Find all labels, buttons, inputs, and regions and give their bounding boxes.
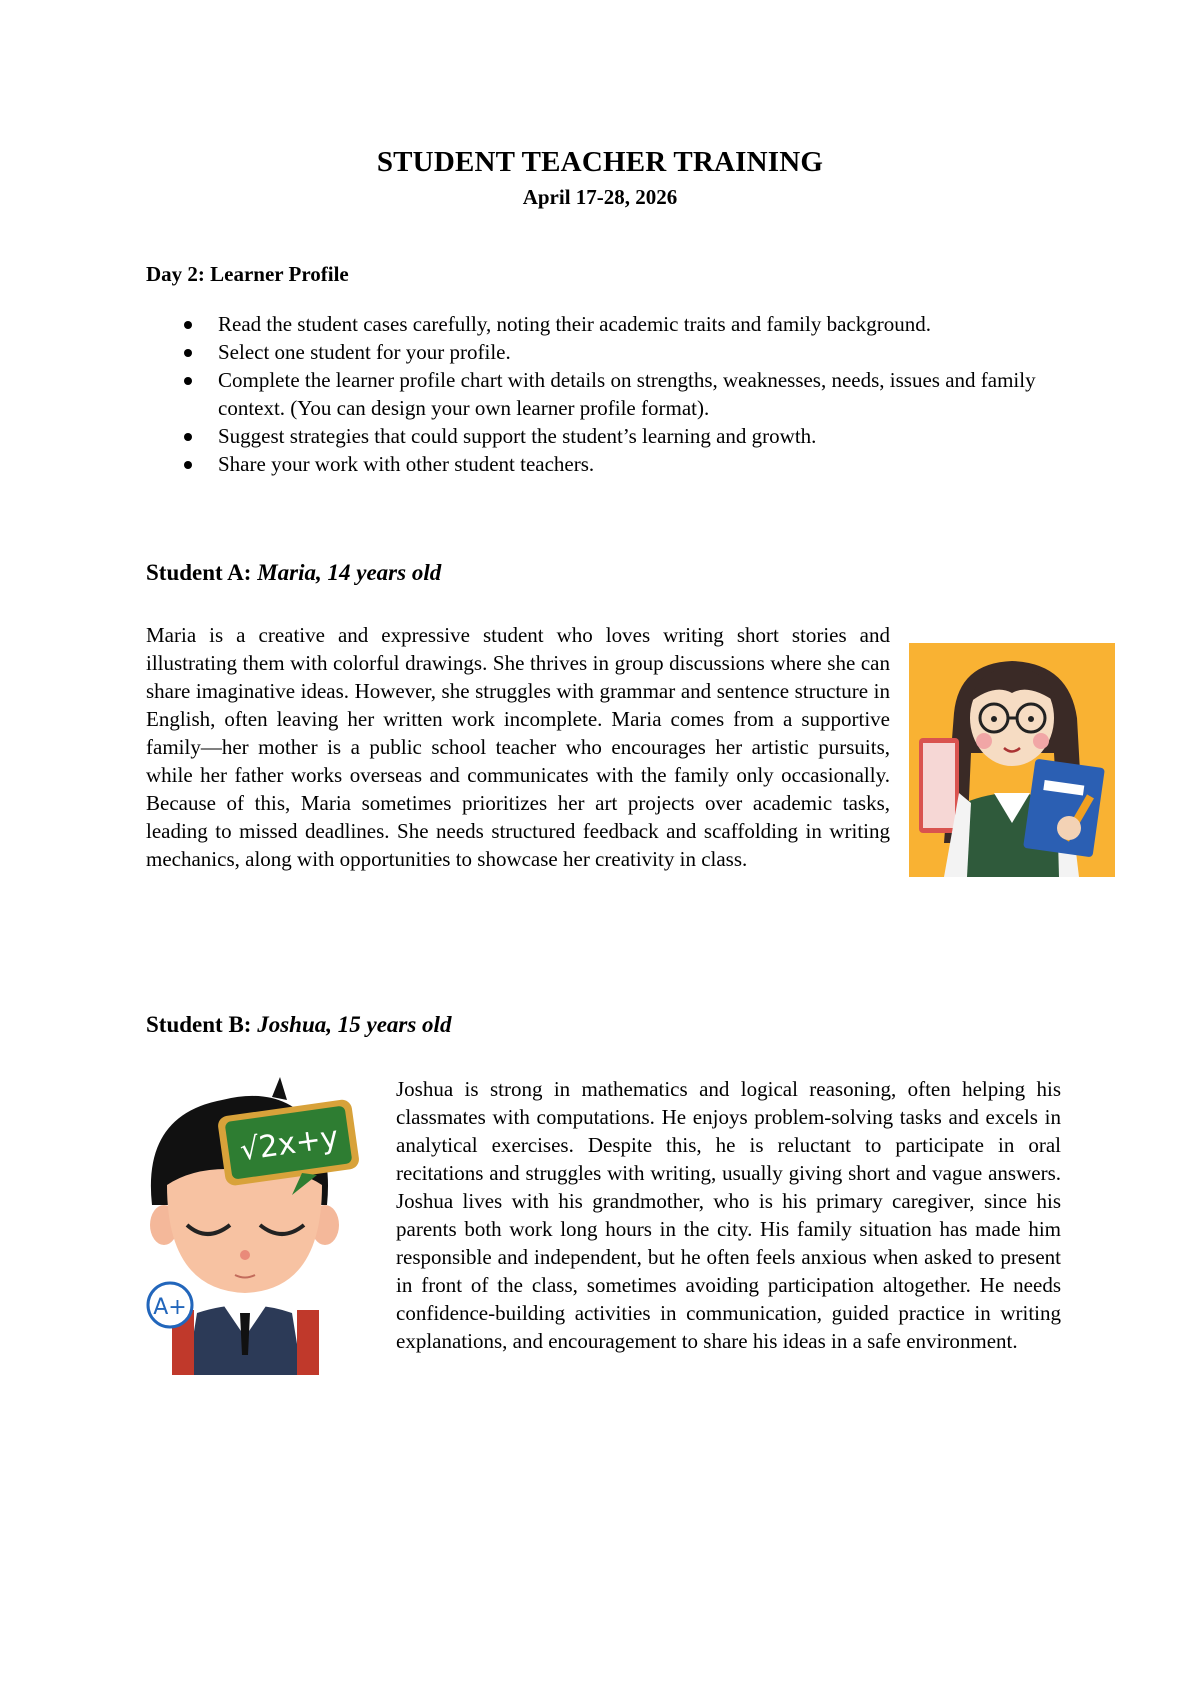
- student-b-label: Student B:: [146, 1012, 252, 1037]
- chalkboard-text: √2x+y: [237, 1119, 341, 1169]
- student-b-heading: [146, 1012, 451, 1038]
- maria-illustration: [909, 643, 1115, 877]
- student-b-description: Joshua is strong in mathematics and logical reasoning, often helping his classmates with computations. He enjoys problem-solving tasks and excels in analytical exercises. Despite this, he is reluctant to participate in oral recitations and struggles with writing, usually giving short and vague answers. Joshua lives with his grandmother, who is his primary caregiver, since his parents both work long hours in the city. His family situation has made him responsible and independent, but he often feels anxious when asked to present in front of the class, sometimes avoiding participation altogether. He needs confidence-building activities in communication, guided practice in writing explanations, and encouragement to share his ideas in a safe environment.: [396, 1077, 1061, 1353]
- grade-badge-text: A+: [153, 1295, 187, 1320]
- instruction-item: Suggest strategies that could support the student’s learning and growth.: [146, 422, 1066, 450]
- instruction-item: Share your work with other student teachers.: [146, 450, 1066, 478]
- student-a-name: Maria, 14 years old: [257, 560, 442, 585]
- instruction-item: Select one student for your profile.: [146, 338, 1066, 366]
- student-a-heading: [146, 560, 441, 586]
- instruction-item: Read the student cases carefully, noting their academic traits and family background.: [146, 310, 1066, 338]
- training-dates: April 17-28, 2026: [522, 185, 678, 209]
- student-a-label: Student A:: [146, 560, 252, 585]
- student-a-description: Maria is a creative and expressive student who loves writing short stories and illustrating them with colorful drawings. She thrives in group discussions where she can share imaginative ideas. However, she struggles with grammar and sentence structure in English, often leaving her written work incomplete. Maria comes from a supportive family—her mother is a public school teacher who encourages her artistic pursuits, while her father works overseas and communicates with the family only occasionally. Because of this, Maria sometimes prioritizes her art projects over academic tasks, leading to missed deadlines. She needs structured feedback and scaffolding in writing mechanics, along with opportunities to showcase her creativity in class.: [146, 623, 890, 871]
- student-b-name: Joshua, 15 years old: [257, 1012, 452, 1037]
- instruction-item: Complete the learner profile chart with details on strengths, weaknesses, needs, issues and family context. (You can design your own learner profile format).: [146, 366, 1066, 422]
- page-title: STUDENT TEACHER TRAINING: [376, 146, 824, 178]
- instruction-list: [146, 310, 1066, 478]
- student-b-section: [146, 1075, 1061, 1375]
- day-heading: Day 2: Learner Profile: [146, 262, 349, 286]
- joshua-illustration: [142, 1075, 384, 1375]
